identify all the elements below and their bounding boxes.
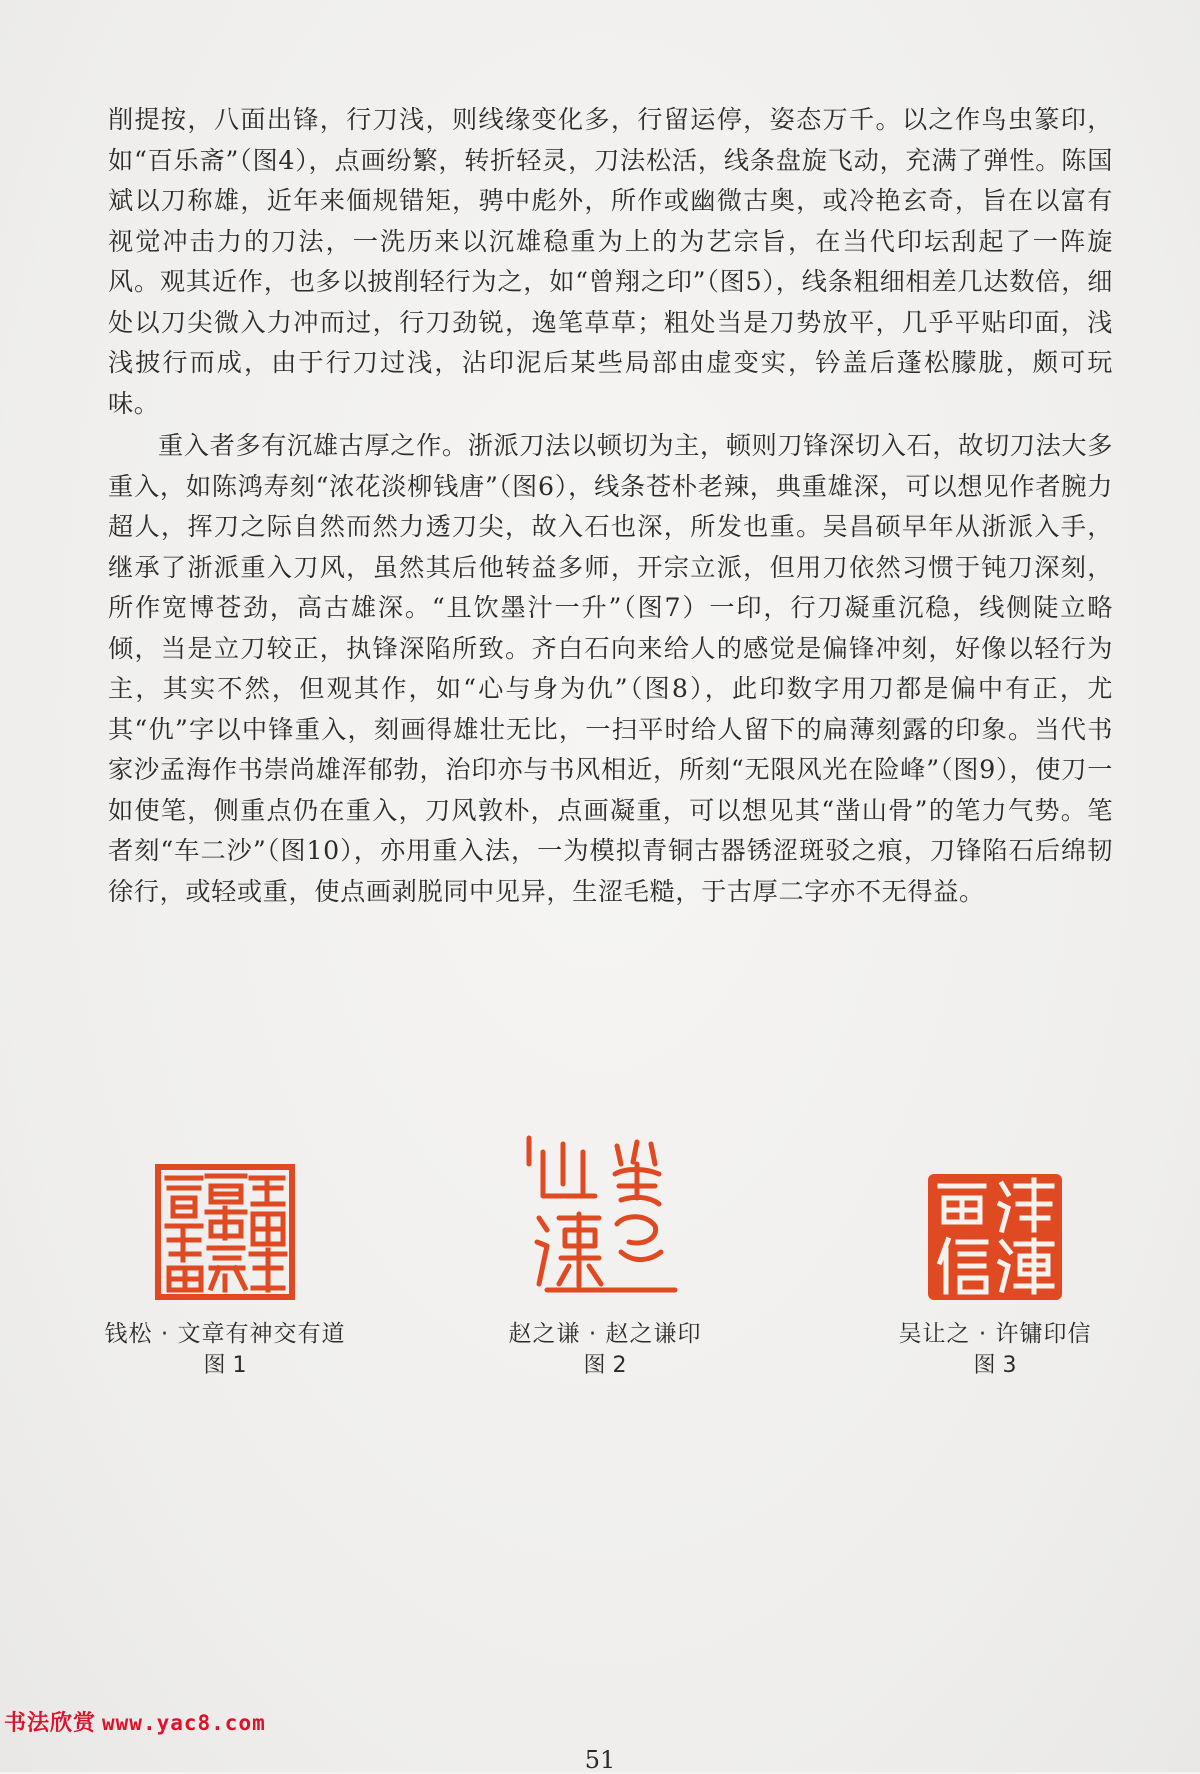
figure-2 [440, 1120, 770, 1382]
seal-image-zhao-zhiqian [525, 1134, 685, 1300]
paragraph-1: 削提按，八面出锋，行刀浅，则线缘变化多，行留运停，姿态万千。以之作鸟虫篆印，如“百乐斋”（图4），点画纷繁，转折轻灵，刀法松活，线条盘旋飞动，充满了弹性。陈国斌以刀称雄，近年来偭规错矩，骋中彪外，所作或幽微古奥，或冷艳玄奇，旨在以富有视觉冲击力的刀法，一洗历来以沉雄稳重为上的为艺宗旨，在当代印坛刮起了一阵旋风。观其近作，也多以披削轻行为之，如“曾翔之印”（图5），线条粗细相差几达数倍，细处以刀尖微入力冲而过，行刀劲锐，逸笔草草；粗处当是刀势放平，几乎平贴印面，浅浅披行而成，由于行刀过浅，沾印泥后某些局部由虚变实，钤盖后蓬松朦胧，颇可玩味。 [108, 105, 1113, 418]
figure-caption: 赵之谦 · 赵之谦印 [508, 1321, 702, 1347]
figure-1 [60, 1120, 390, 1382]
seal-figures [0, 1120, 1200, 1400]
paragraph-2: 重入者多有沉雄古厚之作。浙派刀法以顿切为主，顿则刀锋深切入石，故切刀法大多重入，如陈鸿寿刻“浓花淡柳钱唐”（图6），线条苍朴老辣，典重雄深，可以想见作者腕力超人，挥刀之际自然而然力透刀尖，故入石也深，所发也重。吴昌硕早年从浙派入手，继承了浙派重入刀风，虽然其后他转益多师，开宗立派，但用刀依然习惯于钝刀深刻，所作宽博苍劲，高古雄深。“且饮墨汁一升”（图7）一印，行刀凝重沉稳，线侧陡立略倾，当是立刀较正，执锋深陷所致。齐白石向来给人的感觉是偏锋冲刻，好像以轻行为主，其实不然，但观其作，如“心与身为仇”（图8），此印数字用刀都是偏中有正，尤其“仇”字以中锋重入，刻画得雄壮无比，一扫平时给人留下的扁薄刻露的印象。当代书家沙孟海作书崇尚雄浑郁勃，治印亦与书风相近，所刻“无限风光在险峰”（图9），使刀一如使笔，侧重点仍在重入，刀风敦朴，点画凝重，可以想见其“凿山骨”的笔力气势。笔者刻“车二沙”（图10），亦用重入法，一为模拟青铜古器锈涩斑驳之痕，刀锋陷石后绵韧徐行，或轻或重，使点画剥脱同中见异，生涩毛糙，于古厚二字亦不无得益。 [108, 431, 1113, 906]
watermark-label: 书法欣赏 [4, 1711, 97, 1736]
article-body [108, 100, 1113, 912]
figure-caption: 钱松 · 文章有神交有道 [104, 1321, 346, 1347]
figure-number: 图 2 [583, 1353, 627, 1378]
figure-caption: 吴让之 · 许镛印信 [898, 1321, 1092, 1347]
figure-number: 图 3 [973, 1353, 1017, 1378]
figure-number: 图 1 [203, 1353, 247, 1378]
page-number: 51 [584, 1746, 616, 1774]
seal-image-qian-song [155, 1164, 295, 1300]
site-watermark [4, 1706, 266, 1737]
watermark-url: www.yac8.com [102, 1711, 266, 1735]
figure-3 [830, 1120, 1160, 1382]
seal-image-wu-rangzhi [928, 1174, 1062, 1300]
